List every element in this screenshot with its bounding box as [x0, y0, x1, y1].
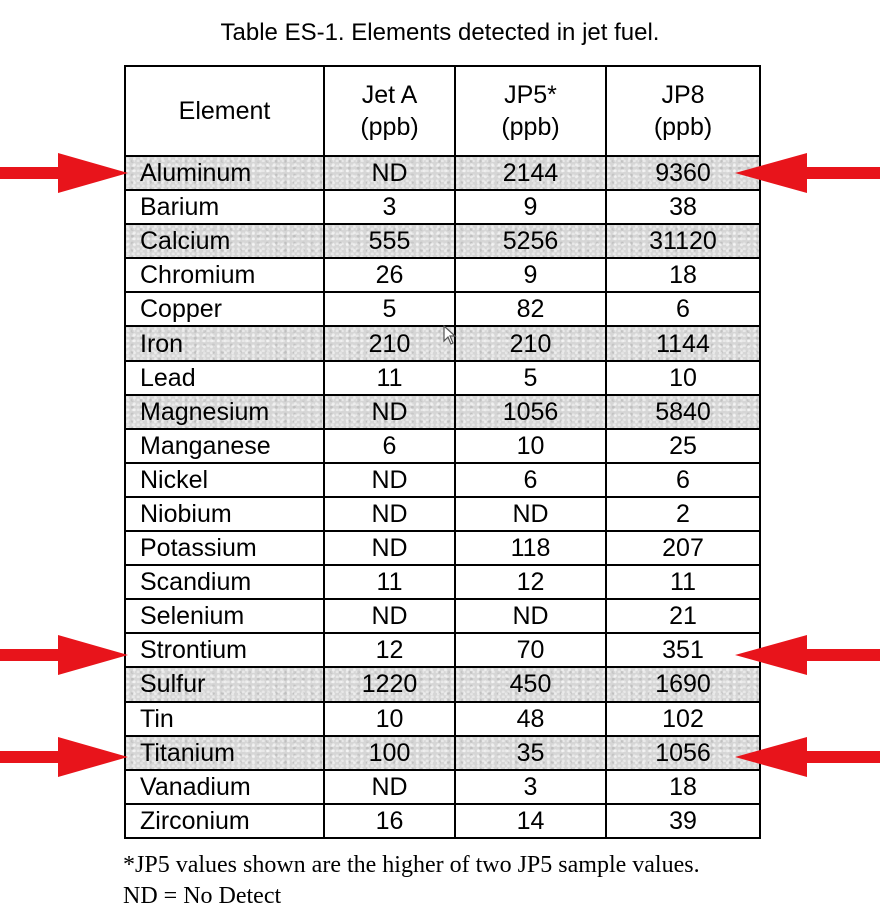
footnote-jp5: *JP5 values shown are the higher of two JP5 sample values.	[123, 852, 700, 878]
elements-table-container	[124, 65, 759, 839]
element-cell: Niobium	[125, 497, 324, 531]
element-cell: Potassium	[125, 531, 324, 565]
jet-a-cell: ND	[324, 463, 455, 497]
element-cell: Barium	[125, 190, 324, 224]
element-cell: Lead	[125, 361, 324, 395]
jp5-cell: 12	[455, 565, 606, 599]
jp5-cell: 118	[455, 531, 606, 565]
jet-a-cell: ND	[324, 599, 455, 633]
header-jet-a	[324, 66, 455, 156]
mouse-pointer-icon	[443, 325, 457, 345]
element-cell: Titanium	[125, 736, 324, 770]
jet-a-cell: 12	[324, 633, 455, 667]
jp8-cell: 10	[606, 361, 760, 395]
header-jp8	[606, 66, 760, 156]
left-arrow-icon	[0, 737, 128, 777]
header-jp8-label: JP8	[661, 81, 705, 109]
table-body	[125, 156, 760, 838]
element-cell: Aluminum	[125, 156, 324, 190]
table-caption: Table ES-1. Elements detected in jet fuel.	[220, 19, 660, 46]
header-jet-a-unit: (ppb)	[360, 113, 419, 141]
jet-a-cell: ND	[324, 497, 455, 531]
jp8-cell: 2	[606, 497, 760, 531]
jp8-cell: 5840	[606, 395, 760, 429]
table-row	[125, 667, 760, 701]
element-cell: Manganese	[125, 429, 324, 463]
header-element	[125, 66, 324, 156]
jp8-cell: 39	[606, 804, 760, 838]
element-cell: Tin	[125, 702, 324, 736]
jet-a-cell: 6	[324, 429, 455, 463]
jp5-cell: 5	[455, 361, 606, 395]
right-arrow-icon	[735, 153, 880, 193]
jet-a-cell: 1220	[324, 667, 455, 701]
right-arrow-icon	[735, 737, 880, 777]
header-jp5	[455, 66, 606, 156]
jet-a-cell: 16	[324, 804, 455, 838]
table-row	[125, 395, 760, 429]
table-row	[125, 531, 760, 565]
footnote-nd: ND = No Detect	[123, 883, 282, 909]
jet-a-cell: ND	[324, 395, 455, 429]
jet-a-cell: 100	[324, 736, 455, 770]
jp5-cell: 210	[455, 326, 606, 360]
table-row	[125, 804, 760, 838]
jp5-cell: ND	[455, 599, 606, 633]
jp5-cell: 450	[455, 667, 606, 701]
jp5-cell: 5256	[455, 224, 606, 258]
header-jp8-unit: (ppb)	[653, 113, 713, 141]
table-row	[125, 429, 760, 463]
jp8-cell: 6	[606, 292, 760, 326]
left-arrow-icon	[0, 635, 128, 675]
header-jp5-unit: (ppb)	[501, 113, 560, 141]
table-row	[125, 190, 760, 224]
table-header-row	[125, 66, 760, 156]
jet-a-cell: 3	[324, 190, 455, 224]
element-cell: Chromium	[125, 258, 324, 292]
jp5-cell: 3	[455, 770, 606, 804]
jp8-cell: 38	[606, 190, 760, 224]
table-row	[125, 736, 760, 770]
jp8-cell: 9360	[606, 156, 760, 190]
jp8-cell: 18	[606, 770, 760, 804]
jet-a-cell: ND	[324, 531, 455, 565]
jet-a-cell: 11	[324, 361, 455, 395]
jp5-cell: 2144	[455, 156, 606, 190]
jp5-cell: 9	[455, 258, 606, 292]
element-cell: Scandium	[125, 565, 324, 599]
jp5-cell: 6	[455, 463, 606, 497]
jet-a-cell: 26	[324, 258, 455, 292]
header-element-label: Element	[178, 97, 271, 125]
jet-a-cell: 10	[324, 702, 455, 736]
element-cell: Vanadium	[125, 770, 324, 804]
header-jp5-label: JP5*	[504, 81, 557, 109]
element-cell: Iron	[125, 326, 324, 360]
jp8-cell: 11	[606, 565, 760, 599]
jp5-cell: 48	[455, 702, 606, 736]
jet-a-cell: 555	[324, 224, 455, 258]
jet-a-cell: 210	[324, 326, 455, 360]
jet-a-cell: 5	[324, 292, 455, 326]
table-row	[125, 156, 760, 190]
jp8-cell: 1056	[606, 736, 760, 770]
table-row	[125, 770, 760, 804]
jp8-cell: 207	[606, 531, 760, 565]
table-row	[125, 565, 760, 599]
element-cell: Magnesium	[125, 395, 324, 429]
jp8-cell: 18	[606, 258, 760, 292]
left-arrow-icon	[0, 153, 128, 193]
jp8-cell: 31120	[606, 224, 760, 258]
jp8-cell: 1690	[606, 667, 760, 701]
jp8-cell: 6	[606, 463, 760, 497]
jp5-cell: 1056	[455, 395, 606, 429]
jp5-cell: 35	[455, 736, 606, 770]
table-row	[125, 292, 760, 326]
table-row	[125, 463, 760, 497]
jet-a-cell: ND	[324, 156, 455, 190]
jp5-cell: 14	[455, 804, 606, 838]
element-cell: Nickel	[125, 463, 324, 497]
jp5-cell: 10	[455, 429, 606, 463]
jp8-cell: 102	[606, 702, 760, 736]
element-cell: Copper	[125, 292, 324, 326]
jp5-cell: 9	[455, 190, 606, 224]
table-row	[125, 224, 760, 258]
footnotes	[123, 850, 700, 912]
jet-a-cell: 11	[324, 565, 455, 599]
right-arrow-icon	[735, 635, 880, 675]
jp8-cell: 21	[606, 599, 760, 633]
jp8-cell: 351	[606, 633, 760, 667]
element-cell: Calcium	[125, 224, 324, 258]
header-jet-a-label: Jet A	[361, 81, 418, 109]
table-row	[125, 599, 760, 633]
jp5-cell: 70	[455, 633, 606, 667]
jp5-cell: ND	[455, 497, 606, 531]
table-row	[125, 702, 760, 736]
table-row	[125, 258, 760, 292]
element-cell: Strontium	[125, 633, 324, 667]
elements-table	[124, 65, 761, 839]
table-row	[125, 633, 760, 667]
jet-a-cell: ND	[324, 770, 455, 804]
jp8-cell: 1144	[606, 326, 760, 360]
table-row	[125, 497, 760, 531]
table-row	[125, 361, 760, 395]
jp5-cell: 82	[455, 292, 606, 326]
jp8-cell: 25	[606, 429, 760, 463]
element-cell: Sulfur	[125, 667, 324, 701]
element-cell: Selenium	[125, 599, 324, 633]
element-cell: Zirconium	[125, 804, 324, 838]
